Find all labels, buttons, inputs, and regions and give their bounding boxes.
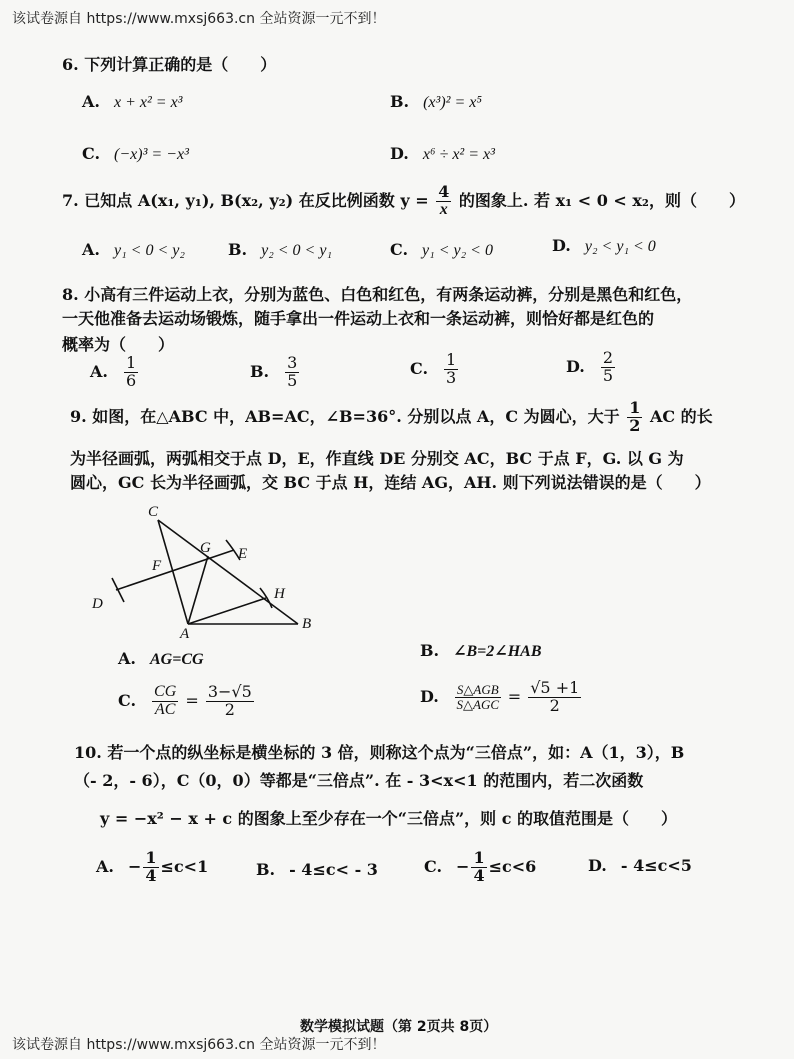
- q6-option-b: B. (x³)² = x⁵: [390, 92, 482, 111]
- question-8-line-1: 8. 小高有三件运动上衣，分别为蓝色、白色和红色，有两条运动裤，分别是黑色和红色，: [62, 285, 693, 304]
- question-6-stem: 6. 下列计算正确的是（ ）: [62, 55, 277, 74]
- header-source-text: 该试卷源自 https://www.mxsj663.cn 全站资源一元不到！: [12, 11, 386, 27]
- label-a: A: [180, 626, 190, 638]
- q7-option-b: B. y₂ < 0 < y₁: [228, 240, 333, 259]
- label-d: D: [92, 596, 103, 612]
- q8-option-b: B. $\frac{3}{5}$: [250, 353, 298, 390]
- arc-d: [112, 578, 124, 602]
- page-footer: 数学模拟试题（第 2页共 8页）: [300, 1019, 498, 1035]
- q9-option-c: C. $\frac{CG}{AC}$ = $\frac{3-√5}{2}$: [118, 682, 252, 719]
- q10-option-b: B. - 4≤c< - 3: [256, 860, 378, 879]
- q9-option-a: A. AG=CG: [118, 649, 204, 668]
- line-de: [116, 550, 234, 590]
- segment-ca: [158, 520, 188, 624]
- segment-ag: [188, 556, 208, 624]
- q8-option-d: D. $\frac{2}{5}$: [566, 348, 614, 385]
- question-8-line-3: 概率为（ ）: [62, 335, 175, 354]
- label-c: C: [148, 504, 159, 520]
- footer-watermark-text: 该试卷源自 https://www.mxsj663.cn 全站资源一元不到！: [12, 1037, 386, 1053]
- label-e: E: [238, 546, 248, 562]
- question-7-stem: 7. 已知点 A(x₁, y₁), B(x₂, y₂) 在反比例函数 y = $\frac{4}{x}$ 的图象上. 若 x₁ < 0 < x₂，则（ ）: [62, 182, 745, 218]
- q10-option-d: D. - 4≤c<5: [588, 856, 692, 875]
- q8-option-c: C. $\frac{1}{3}$: [410, 350, 457, 387]
- q9-option-d: D. $\frac{\text{S△AGB}}{\text{S△AGC}}$ = $\frac{√5 +1}{2}$: [420, 678, 580, 715]
- label-b: B: [302, 616, 312, 632]
- question-10-line-2: （- 2，- 6），C（0，0）等都是“三倍点”. 在 - 3<x<1 的范围内，若二次函数: [74, 771, 644, 790]
- q8-option-a: A. $\frac{1}{6}$: [90, 353, 137, 390]
- q6-option-d: D. x⁶ ÷ x² = x³: [390, 144, 495, 163]
- q7-option-a: A. y₁ < 0 < y₂: [82, 240, 185, 259]
- question-9-line-2: 为半径画弧，两弧相交于点 D，E，作直线 DE 分别交 AC，BC 于点 F，G. 以 G 为: [70, 449, 684, 468]
- label-f: F: [152, 558, 162, 574]
- q7-option-d: D. y₂ < y₁ < 0: [552, 236, 656, 255]
- question-8-line-2: 一天他准备去运动场锻炼，随手拿出一件运动上衣和一条运动裤，则恰好都是红色的: [62, 309, 655, 328]
- question-10-line-3: y = −x² − x + c 的图象上至少存在一个“三倍点”，则 c 的取值范围是（ ）: [100, 809, 678, 828]
- q6-option-a: A. x + x² = x³: [82, 92, 183, 111]
- q7-fraction: $\frac{4}{x}$: [438, 182, 450, 218]
- question-9-line-3: 圆心，GC 长为半径画弧，交 BC 于点 H，连结 AG，AH. 则下列说法错误的是（ ）: [70, 473, 711, 492]
- question-9-line-1: 9. 如图，在△ABC 中，AB=AC，∠B=36°. 分别以点 A，C 为圆心，大于 $\frac{1}{2}$ AC 的长: [70, 398, 713, 435]
- segment-ah: [188, 598, 266, 624]
- q9-option-b: B. ∠B=2∠HAB: [420, 641, 542, 660]
- label-h: H: [274, 586, 285, 602]
- segment-cb: [158, 520, 298, 624]
- triangle-figure: [88, 498, 328, 638]
- q10-option-c: C. − $\frac{1}{4}$ ≤c<6: [424, 848, 537, 885]
- label-g: G: [200, 540, 211, 556]
- question-10-line-1: 10. 若一个点的纵坐标是横坐标的 3 倍，则称这个点为“三倍点”，如：A（1，3），B: [74, 743, 685, 762]
- q7-option-c: C. y₁ < y₂ < 0: [390, 240, 493, 259]
- q6-option-c: C. (−x)³ = −x³: [82, 144, 189, 163]
- q10-option-a: A. − $\frac{1}{4}$ ≤c<1: [96, 848, 209, 885]
